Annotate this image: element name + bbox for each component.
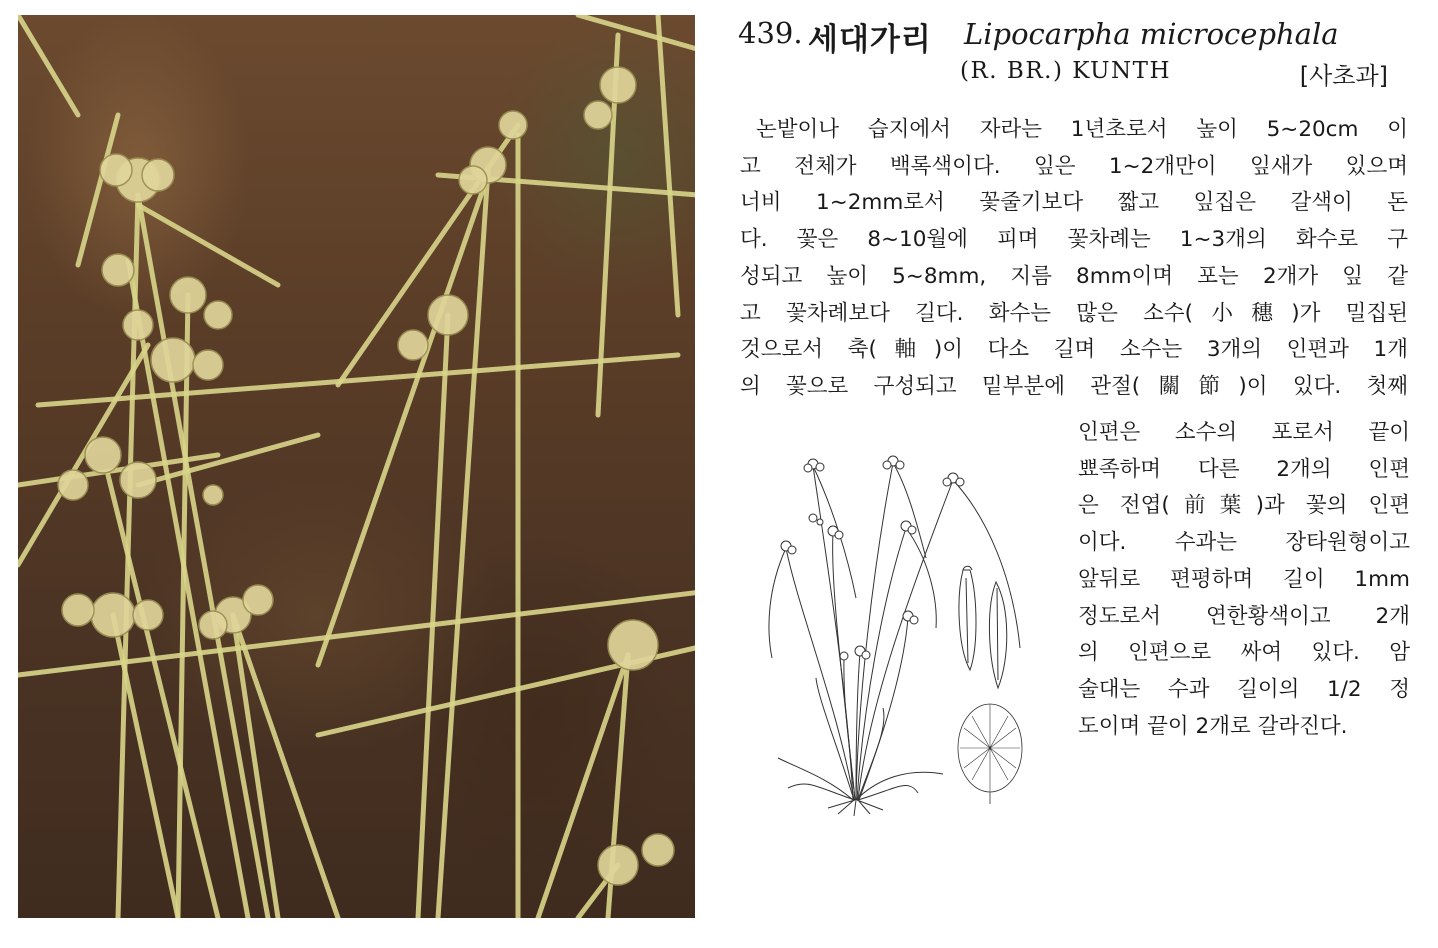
flower-head <box>151 338 195 382</box>
botanical-illustration-drawing <box>758 448 1058 816</box>
flower-head <box>142 159 174 191</box>
korean-name: 세대가리 <box>808 22 932 58</box>
description-line: 것으로서 축(軸)이 다소 길며 소수는 3개의 인편과 1개 <box>740 337 1408 363</box>
plant-stem <box>138 205 278 285</box>
flower-head <box>608 620 658 670</box>
description-line: 정도로서 연한황색이고 2개 <box>1078 603 1410 629</box>
description-main <box>740 112 1408 406</box>
flower-head <box>642 834 674 866</box>
flower-head <box>203 485 223 505</box>
scientific-name: Lipocarpha microcephala <box>964 17 1339 51</box>
flower-head <box>102 254 134 286</box>
description-line: 인편은 소수의 포로서 끝이 <box>1078 420 1410 445</box>
description-line: 도이며 끝이 2개로 갈라진다. <box>1078 713 1348 739</box>
description-line: 의 인편으로 싸여 있다. 암 <box>1078 640 1410 666</box>
plant-stem <box>233 615 338 918</box>
flower-head <box>123 310 153 340</box>
plant-stem <box>578 15 695 55</box>
flower-head <box>243 585 273 615</box>
description-side <box>1078 415 1410 745</box>
description-line: 논밭이나 습지에서 자라는 1년초로서 높이 5~20cm 이 <box>756 117 1408 142</box>
flower-head <box>62 594 94 626</box>
flower-head <box>120 462 156 498</box>
flower-head <box>199 611 227 639</box>
flower-head <box>204 301 232 329</box>
flower-head <box>600 67 636 103</box>
entry-header <box>738 14 1418 94</box>
plant-stem <box>438 170 488 918</box>
flower-head <box>133 600 163 630</box>
description-line: 고 전체가 백록색이다. 잎은 1~2개만이 잎새가 있으며 <box>740 153 1408 179</box>
plant-photo <box>18 15 695 918</box>
description-line: 앞뒤로 편평하며 길이 1mm <box>1078 566 1410 592</box>
description-line: 성되고 높이 5~8mm, 지름 8mm이며 포는 2개가 잎 같 <box>740 263 1408 289</box>
plant-stem <box>18 15 78 115</box>
flower-head <box>584 101 612 129</box>
author-citation: (R. BR.) KUNTH <box>960 58 1171 84</box>
plant-stem <box>178 295 188 918</box>
flower-head <box>100 154 132 186</box>
entry-number: 439. <box>738 16 803 50</box>
description-line: 이다. 수과는 장타원형이고 <box>1078 530 1410 556</box>
flower-head <box>170 277 206 313</box>
description-line: 너비 1~2mm로서 꽃줄기보다 짧고 잎집은 갈색이 돈 <box>740 190 1408 216</box>
description-line: 고 꽃차례보다 길다. 화수는 많은 소수(小穗)가 밀집된 <box>740 300 1408 326</box>
flower-head <box>499 111 527 139</box>
family-name: [사초과] <box>1299 62 1388 90</box>
botanical-illustration <box>758 448 1058 816</box>
description-line: 뾰족하며 다른 2개의 인편 <box>1078 456 1410 482</box>
flower-head <box>598 845 638 885</box>
description-line: 술대는 수과 길이의 1/2 정 <box>1078 676 1410 702</box>
flower-head <box>193 350 223 380</box>
flower-head <box>459 166 487 194</box>
plant-stem <box>318 175 488 665</box>
flower-head <box>398 330 428 360</box>
description-line: 다. 꽃은 8~10월에 피며 꽃차례는 1~3개의 화수로 구 <box>740 227 1408 253</box>
plant-stem <box>78 115 118 265</box>
description-line: 의 꽃으로 구성되고 밑부분에 관절(關節)이 있다. 첫째 <box>740 373 1408 399</box>
flower-head <box>428 295 468 335</box>
flower-head <box>91 593 135 637</box>
flower-head <box>58 470 88 500</box>
flower-head <box>85 437 121 473</box>
description-line: 은 전엽(前葉)과 꽃의 인편 <box>1078 493 1410 519</box>
plant-photo-artwork <box>18 15 695 918</box>
plant-stem <box>658 15 678 315</box>
